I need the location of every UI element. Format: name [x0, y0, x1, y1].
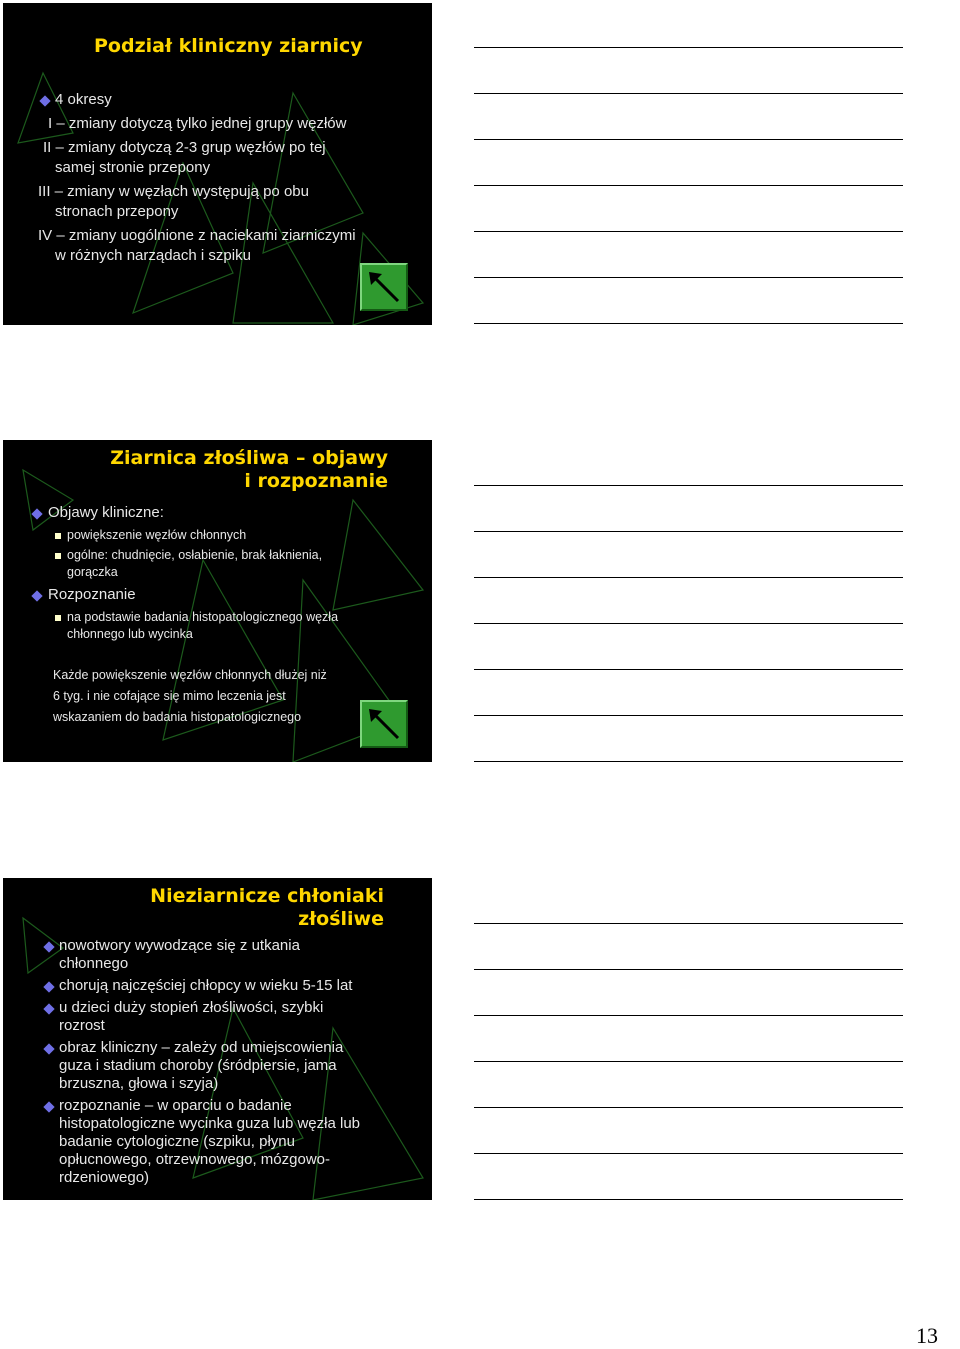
note-line [474, 1061, 903, 1062]
text-line: chłonnego lub wycinka [67, 627, 193, 641]
slide-3 [3, 878, 432, 1200]
note-line [474, 531, 903, 532]
note-line [474, 93, 903, 94]
note-line [474, 47, 903, 48]
text-line: I – zmiany dotyczą tylko jednej grupy węzłów [48, 115, 347, 132]
text-line: obraz kliniczny – zależy od umiejscowienia [59, 1039, 344, 1056]
text-line: stronach przepony [55, 203, 179, 220]
text-line: histopatologiczne wycinka guza lub węzła lub [59, 1115, 361, 1132]
text-line: guza i stadium choroby (śródpiersie, jama [59, 1057, 337, 1074]
text-line: brzuszna, głowa i szyja) [59, 1075, 219, 1092]
nav-arrow-icon [366, 706, 402, 742]
text-line: 4 okresy [55, 91, 112, 108]
text-line: u dzieci duży stopień złośliwości, szybki [59, 999, 324, 1016]
text-line: IV – zmiany uogólnione z naciekami ziarniczymi [38, 227, 356, 244]
text-line: ogólne: chudnięcie, osłabienie, brak łaknienia, [67, 548, 323, 562]
note-line [474, 185, 903, 186]
text-line: Objawy kliniczne: [48, 504, 164, 521]
slide-title-line-1: Ziarnica złośliwa – objawy [110, 447, 388, 469]
square-bullet-icon [55, 553, 61, 559]
page-number: 13 [916, 1323, 938, 1348]
note-line [474, 761, 903, 762]
text-line: Rozpoznanie [48, 586, 136, 603]
note-line [474, 715, 903, 716]
note-line [474, 277, 903, 278]
note-line [474, 139, 903, 140]
text-line: na podstawie badania histopatologicznego węzła [67, 610, 339, 624]
text-line: rdzeniowego) [59, 1169, 150, 1186]
text-line: II – zmiany dotyczą 2-3 grup węzłów po tej [43, 139, 326, 156]
nav-arrow-button[interactable] [360, 700, 408, 748]
text-line: badanie cytologiczne (szpiku, płynu [59, 1133, 295, 1150]
note-line [474, 323, 903, 324]
note-line [474, 485, 903, 486]
note-line [474, 623, 903, 624]
text-line: nowotwory wywodzące się z utkania [59, 937, 300, 954]
text-line: wskazaniem do badania histopatologicznego [53, 710, 302, 724]
text-line: rozpoznanie – w oparciu o badanie [59, 1097, 292, 1114]
note-line [474, 1015, 903, 1016]
note-line [474, 923, 903, 924]
note-line [474, 1199, 903, 1200]
nav-arrow-button[interactable] [360, 263, 408, 311]
text-line: III – zmiany w węzłach występują po obu [38, 183, 309, 200]
text-line: opłucnowego, otrzewnowego, mózgowo- [59, 1151, 330, 1168]
slide-title: Podział kliniczny ziarnicy [94, 35, 363, 57]
slide-title-line-2: złośliwe [298, 908, 384, 930]
slide-title-line-2: i rozpoznanie [244, 470, 388, 492]
nav-arrow-icon [366, 269, 402, 305]
text-line: powiększenie węzłów chłonnych [67, 528, 247, 542]
note-line [474, 1153, 903, 1154]
slide-1 [3, 3, 432, 325]
note-line [474, 669, 903, 670]
note-line [474, 577, 903, 578]
square-bullet-icon [55, 533, 61, 539]
text-line: 6 tyg. i nie cofające się mimo leczenia jest [53, 689, 286, 703]
text-line: chorują najczęściej chłopcy w wieku 5-15 lat [59, 977, 353, 994]
slide-2 [3, 440, 432, 762]
text-line: chłonnego [59, 955, 129, 972]
text-line: w różnych narządach i szpiku [55, 247, 251, 264]
text-line: rozrost [59, 1017, 105, 1034]
note-line [474, 969, 903, 970]
text-line: gorączka [67, 565, 118, 579]
text-line: samej stronie przepony [55, 159, 211, 176]
slide-title-line-1: Nieziarnicze chłoniaki [150, 885, 384, 907]
square-bullet-icon [55, 615, 61, 621]
note-line [474, 231, 903, 232]
note-line [474, 1107, 903, 1108]
text-line: Każde powiększenie węzłów chłonnych dłużej niż [53, 668, 327, 682]
